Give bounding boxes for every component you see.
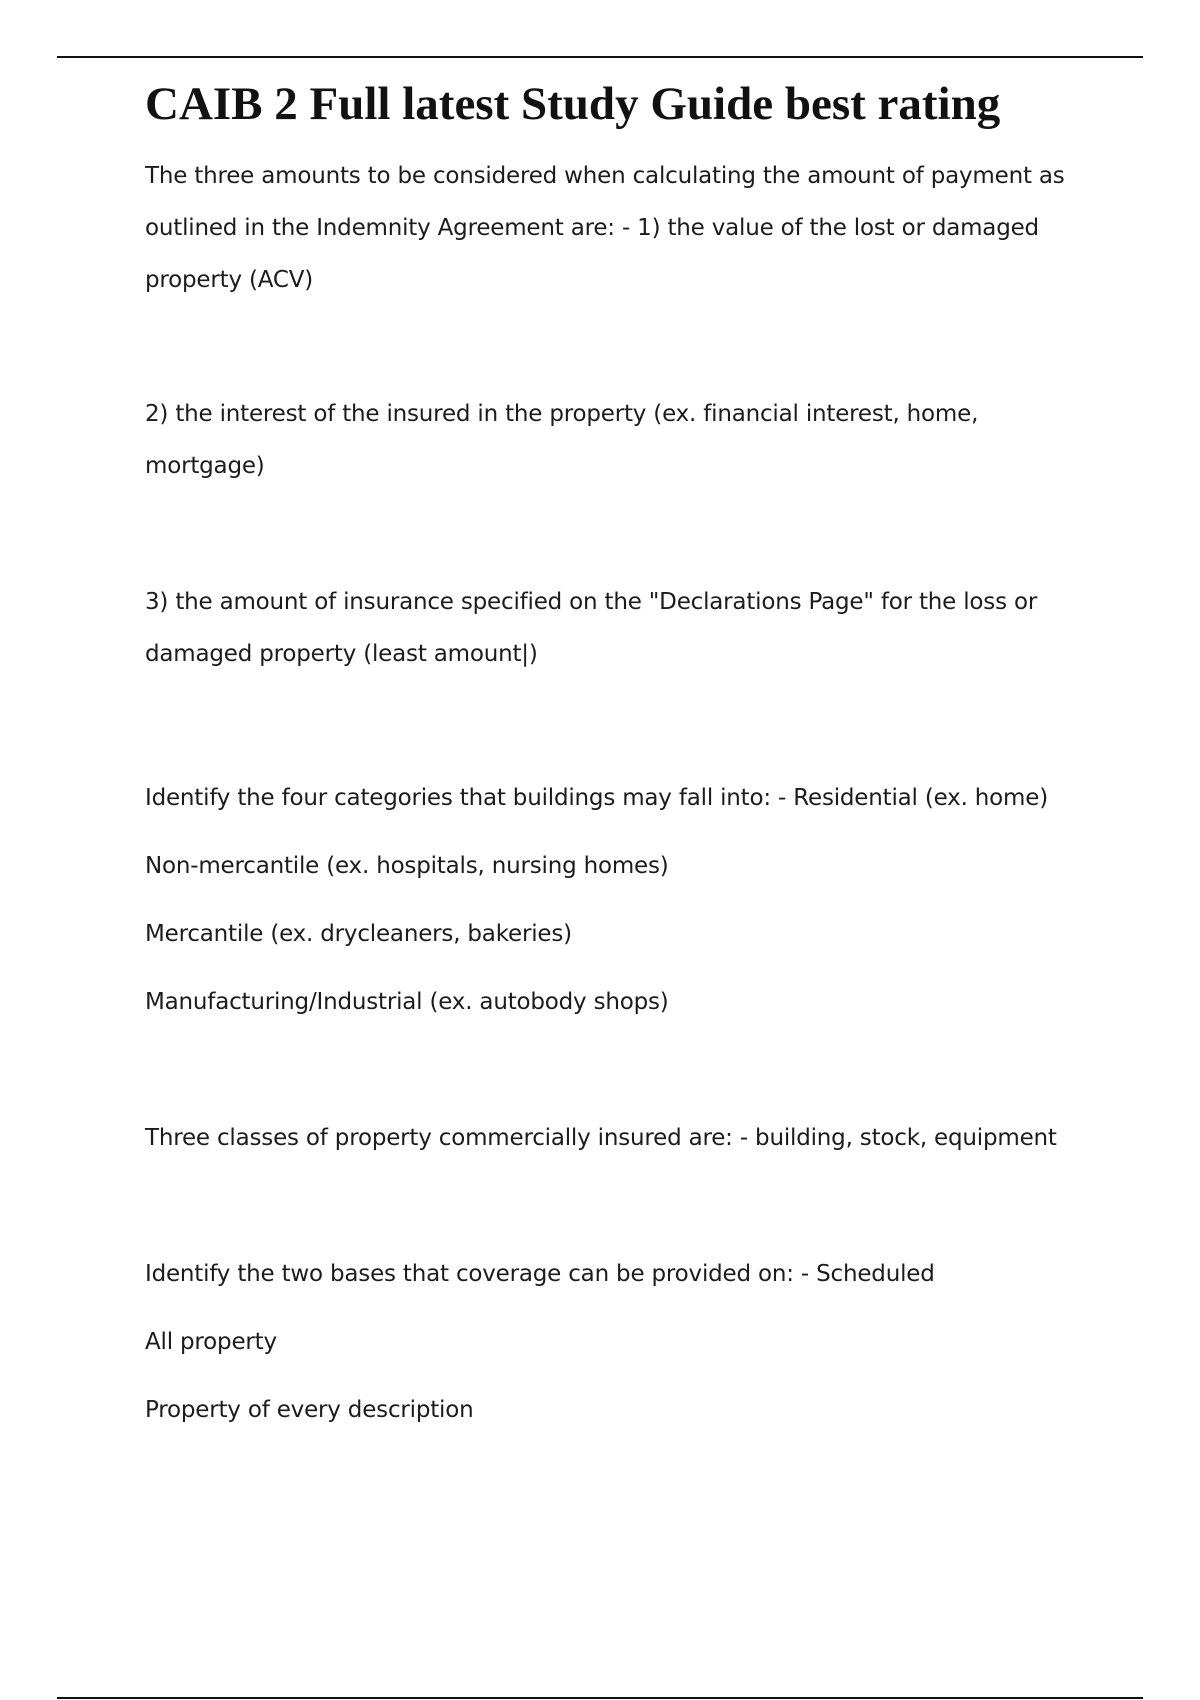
header-rule — [57, 56, 1143, 58]
paragraph-gap — [145, 1036, 1085, 1104]
paragraph-gap — [145, 306, 1085, 388]
coverage-bases-block — [145, 1240, 1085, 1444]
list-item: Mercantile (ex. drycleaners, bakeries) — [145, 921, 572, 947]
paragraph-declarations-amount: 3) the amount of insurance specified on the "Declarations Page" for the loss or damaged property (least amount|) — [145, 589, 1038, 667]
list-item: All property — [145, 1329, 277, 1355]
document-body — [145, 150, 1085, 1444]
paragraph-gap — [145, 1172, 1085, 1240]
list-item: Identify the two bases that coverage can be provided on: - Scheduled — [145, 1261, 935, 1287]
paragraph-property-classes: Three classes of property commercially insured are: - building, stock, equipment — [145, 1125, 1057, 1151]
footer-rule — [57, 1697, 1143, 1699]
building-categories-block — [145, 764, 1085, 1036]
paragraph-indemnity-amounts: The three amounts to be considered when calculating the amount of payment as outlined in the Indemnity Agreement are: - 1) the value of the lost or damaged property (ACV) — [145, 163, 1065, 293]
paragraph-gap — [145, 492, 1085, 576]
list-item: Property of every description — [145, 1397, 474, 1423]
paragraph-gap — [145, 680, 1085, 764]
document-page — [145, 72, 1085, 1444]
list-item: Non-mercantile (ex. hospitals, nursing homes) — [145, 853, 669, 879]
paragraph-insured-interest: 2) the interest of the insured in the property (ex. financial interest, home, mortgage) — [145, 401, 979, 479]
list-item: Manufacturing/Industrial (ex. autobody shops) — [145, 989, 669, 1015]
list-item: Identify the four categories that buildings may fall into: - Residential (ex. home) — [145, 785, 1048, 811]
document-title: CAIB 2 Full latest Study Guide best rating — [145, 78, 1001, 130]
